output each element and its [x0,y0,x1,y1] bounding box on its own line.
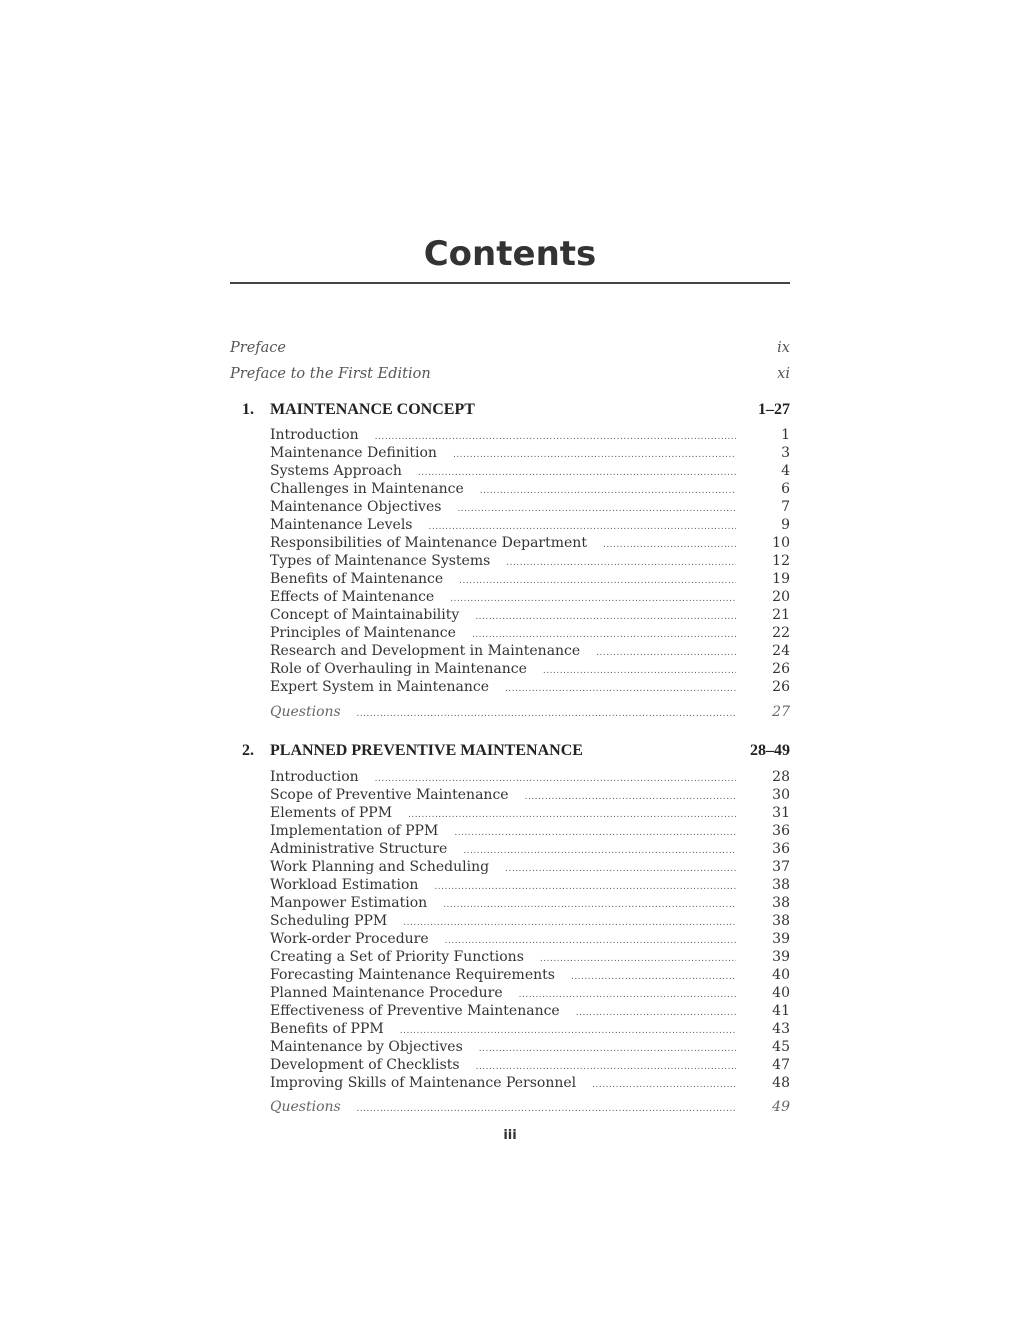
toc-entry-page: 21 [772,607,790,623]
toc-entry-label: Implementation of PPM [270,823,439,839]
chapter-2-questions [270,1099,790,1117]
chapter-page-range: 1–27 [758,401,790,418]
toc-entry[interactable] [270,1075,790,1093]
dot-leader [445,936,736,946]
toc-entry-label: Administrative Structure [270,841,448,857]
dot-leader [472,630,736,640]
dot-leader [603,540,736,550]
toc-entry-page: 28 [772,769,790,785]
toc-entry-questions[interactable] [270,704,790,722]
toc-entry-label: Systems Approach [270,463,402,479]
toc-entry-page: 20 [772,589,790,605]
toc-entry-label: Effectiveness of Preventive Maintenance [270,1003,560,1019]
toc-entry-label: Creating a Set of Priority Functions [270,949,524,965]
toc-entry-page: 27 [772,704,790,720]
toc-entry-page: 6 [781,481,790,497]
toc-entry-label: Research and Development in Maintenance [270,643,581,659]
toc-entry[interactable] [270,1021,790,1039]
toc-entry[interactable] [270,841,790,859]
toc-entry-label: Questions [270,704,341,720]
toc-entry-label: Introduction [270,427,359,443]
toc-entry[interactable] [270,553,790,571]
toc-entry-questions[interactable] [270,1099,790,1117]
toc-entry[interactable] [270,877,790,895]
toc-entry-label: Principles of Maintenance [270,625,456,641]
toc-entry-label: Work-order Procedure [270,931,429,947]
chapter-title: PLANNED PREVENTIVE MAINTENANCE [270,742,583,759]
dot-leader [596,648,736,658]
toc-entry-page: 47 [772,1057,790,1073]
toc-entry[interactable] [270,517,790,535]
toc-entry[interactable] [270,661,790,679]
toc-entry-label: Effects of Maintenance [270,589,435,605]
front-matter-label: Preface [230,340,286,356]
toc-entry-page: 30 [772,787,790,803]
dot-leader [408,810,736,820]
page-title: Contents [423,234,597,274]
dot-leader [505,864,736,874]
dot-leader [476,1062,736,1072]
chapter-number: 2. [242,742,254,759]
toc-entry-page: 40 [772,985,790,1001]
toc-entry[interactable] [270,463,790,481]
toc-entry-page: 38 [772,895,790,911]
toc-entry-label: Improving Skills of Maintenance Personnel [270,1075,577,1091]
toc-entry[interactable] [270,931,790,949]
toc-entry-label: Benefits of PPM [270,1021,384,1037]
dot-leader [375,774,736,784]
toc-entry-label: Work Planning and Scheduling [270,859,490,875]
toc-entry-label: Maintenance Levels [270,517,413,533]
dot-leader [453,450,736,460]
toc-entry-label: Manpower Estimation [270,895,428,911]
toc-entry-page: 26 [772,661,790,677]
toc-entry[interactable] [270,499,790,517]
dot-leader [505,684,736,694]
toc-entry[interactable] [270,571,790,589]
toc-entry[interactable] [270,985,790,1003]
chapter-2-entries [270,769,790,1093]
dot-leader [592,1080,736,1090]
toc-entry[interactable] [270,445,790,463]
toc-entry-label: Benefits of Maintenance [270,571,444,587]
toc-entry-label: Concept of Maintainability [270,607,460,623]
front-matter-page: xi [777,366,790,382]
chapter-1-heading[interactable] [230,401,790,421]
dot-leader [571,972,736,982]
toc-entry-page: 38 [772,877,790,893]
toc-entry-page: 10 [772,535,790,551]
dot-leader [357,709,736,719]
toc-entry[interactable] [270,679,790,697]
dot-leader [403,918,736,928]
front-matter-preface[interactable] [230,340,790,360]
toc-entry-page: 3 [781,445,790,461]
dot-leader [428,522,736,532]
toc-entry-label: Scheduling PPM [270,913,388,929]
chapter-number: 1. [242,401,254,418]
toc-entry-page: 9 [781,517,790,533]
toc-entry-label: Role of Overhauling in Maintenance [270,661,527,677]
dot-leader [375,432,736,442]
toc-entry-page: 12 [772,553,790,569]
toc-entry-page: 36 [772,823,790,839]
dot-leader [454,828,736,838]
toc-entry[interactable] [270,625,790,643]
toc-entry-label: Elements of PPM [270,805,393,821]
toc-entry[interactable] [270,805,790,823]
title-rule [230,282,790,284]
dot-leader [457,504,736,514]
toc-entry-page: 37 [772,859,790,875]
toc-entry-page: 36 [772,841,790,857]
dot-leader [525,792,736,802]
dot-leader [463,846,736,856]
toc-entry-page: 39 [772,949,790,965]
toc-entry-label: Maintenance by Objectives [270,1039,463,1055]
toc-entry-label: Forecasting Maintenance Requirements [270,967,555,983]
toc-entry-label: Types of Maintenance Systems [270,553,491,569]
front-matter-page: ix [777,340,790,356]
chapter-1-questions [270,704,790,722]
toc-entry-label: Maintenance Objectives [270,499,442,515]
chapter-2-heading[interactable] [230,742,790,762]
toc-entry-page: 19 [772,571,790,587]
toc-entry[interactable] [270,787,790,805]
toc-entry-page: 4 [781,463,790,479]
toc-entry-label: Questions [270,1099,341,1115]
dot-leader [459,576,736,586]
toc-entry[interactable] [270,1057,790,1075]
dot-leader [519,990,736,1000]
toc-entry-page: 26 [772,679,790,695]
dot-leader [400,1026,736,1036]
toc-entry-page: 31 [772,805,790,821]
toc-entry-label: Development of Checklists [270,1057,460,1073]
toc-entry[interactable] [270,913,790,931]
toc-entry-page: 41 [772,1003,790,1019]
toc-entry[interactable] [270,1039,790,1057]
toc-entry[interactable] [270,967,790,985]
dot-leader [540,954,736,964]
toc-entry[interactable] [270,643,790,661]
toc-entry-label: Responsibilities of Maintenance Department [270,535,587,551]
toc-entry[interactable] [270,823,790,841]
toc-entry[interactable] [270,481,790,499]
toc-entry-page: 40 [772,967,790,983]
toc-entry-page: 48 [772,1075,790,1091]
toc-entry[interactable] [270,895,790,913]
dot-leader [480,486,736,496]
toc-entry-label: Maintenance Definition [270,445,437,461]
toc-entry-page: 39 [772,931,790,947]
toc-entry-page: 38 [772,913,790,929]
toc-entry-page: 7 [781,499,790,515]
dot-leader [450,594,736,604]
dot-leader [475,612,736,622]
toc-entry[interactable] [270,427,790,445]
toc-entry-label: Planned Maintenance Procedure [270,985,503,1001]
toc-entry-label: Expert System in Maintenance [270,679,489,695]
dot-leader [576,1008,736,1018]
chapter-page-range: 28–49 [750,742,790,759]
toc-entry[interactable] [270,949,790,967]
front-matter-label: Preface to the First Edition [230,366,431,382]
toc-entry[interactable] [270,769,790,787]
toc-entry[interactable] [270,859,790,877]
dot-leader [506,558,736,568]
toc-entry-label: Workload Estimation [270,877,419,893]
dot-leader [418,468,736,478]
toc-entry-page: 24 [772,643,790,659]
dot-leader [434,882,736,892]
toc-entry-page: 43 [772,1021,790,1037]
front-matter-preface-first-edition[interactable] [230,366,790,386]
toc-entry-label: Scope of Preventive Maintenance [270,787,509,803]
toc-entry-page: 1 [781,427,790,443]
toc-entry[interactable] [270,607,790,625]
dot-leader [443,900,736,910]
dot-leader [543,666,736,676]
dot-leader [479,1044,736,1054]
toc-entry-label: Challenges in Maintenance [270,481,464,497]
toc-entry[interactable] [270,535,790,553]
dot-leader [357,1104,736,1114]
page-number: iii [503,1128,517,1143]
toc-entry-page: 49 [772,1099,790,1115]
toc-entry[interactable] [270,589,790,607]
toc-entry-label: Introduction [270,769,359,785]
chapter-title: MAINTENANCE CONCEPT [270,401,475,418]
chapter-1-entries [270,427,790,697]
toc-entry-page: 22 [772,625,790,641]
toc-entry-page: 45 [772,1039,790,1055]
toc-entry[interactable] [270,1003,790,1021]
